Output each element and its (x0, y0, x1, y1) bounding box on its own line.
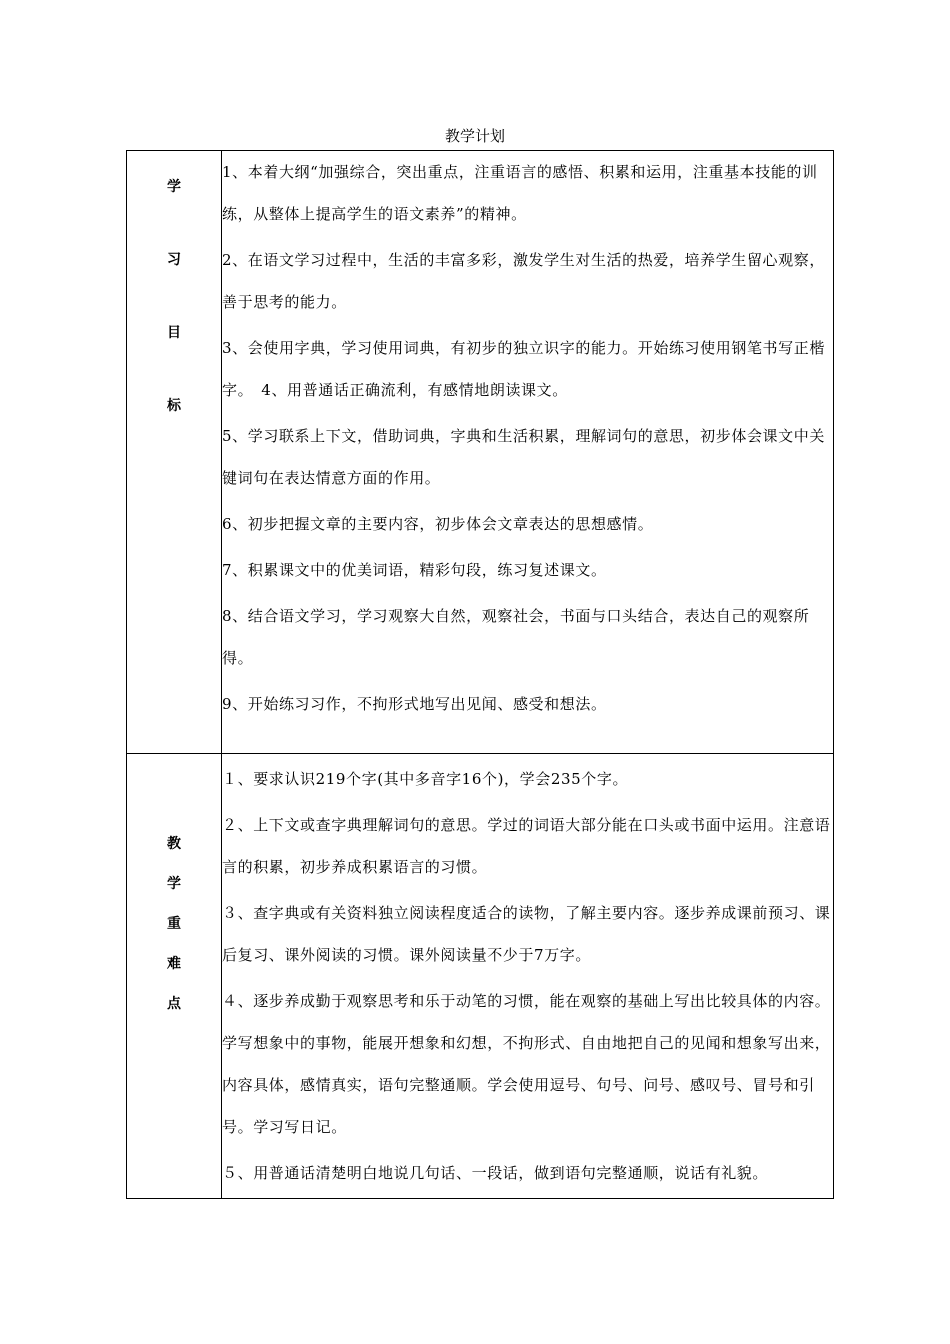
goal-item: 8、结合语文学习，学习观察大自然，观察社会，书面与口头结合，表达自己的观察所得。 (222, 607, 810, 667)
label-char: 学 (167, 876, 181, 892)
label-char: 难 (167, 956, 181, 972)
key-difficulties-label-cell (127, 754, 222, 1199)
learning-goals-content (222, 151, 834, 754)
goal-item: 6、初步把握文章的主要内容，初步体会文章表达的思想感情。 (222, 515, 654, 533)
difficulty-item: １、要求认识219个字(其中多音字16个)，学会235个字。 (222, 770, 629, 788)
difficulty-item: ３、查字典或有关资料独立阅读程度适合的读物，了解主要内容。逐步养成课前预习、课后复习、课外阅读的习惯。课外阅读量不少于7万字。 (222, 904, 831, 964)
goal-item: 5、学习联系上下文，借助词典，字典和生活积累，理解词句的意思，初步体会课文中关键词句在表达情意方面的作用。 (222, 427, 825, 487)
goal-item: 9、开始练习习作，不拘形式地写出见闻、感受和想法。 (222, 695, 607, 713)
difficulty-item: ４、逐步养成勤于观察思考和乐于动笔的习惯，能在观察的基础上写出比较具体的内容。学写想象中的事物，能展开想象和幻想，不拘形式、自由地把自己的见闻和想象写出来，内容具体，感情真实，语句完整通顺。学会使用逗号、句号、问号、感叹号、冒号和引号。学习写日记。 (222, 992, 831, 1136)
difficulty-item: ５、用普通话清楚明白地说几句话、一段话，做到语句完整通顺，说话有礼貌。 (222, 1164, 769, 1182)
label-char: 重 (167, 916, 181, 932)
goal-item: 1、本着大纲“加强综合，突出重点，注重语言的感悟、积累和运用，注重基本技能的训练，从整体上提高学生的语文素养”的精神。 (222, 163, 818, 223)
label-char: 习 (167, 252, 181, 268)
goal-item: 3、会使用字典，学习使用词典，有初步的独立识字的能力。开始练习使用钢笔书写正楷字。 4、用普通话正确流利，有感情地朗读课文。 (222, 339, 825, 399)
plan-table (126, 150, 834, 1199)
label-char: 标 (167, 398, 181, 414)
learning-goals-label-cell (127, 151, 222, 754)
goal-item: 2、在语文学习过程中，生活的丰富多彩，激发学生对生活的热爱，培养学生留心观察，善于思考的能力。 (222, 251, 825, 311)
key-difficulties-label (127, 754, 221, 1034)
key-difficulties-row (127, 754, 834, 1199)
difficulty-item: ２、上下文或查字典理解词句的意思。学过的词语大部分能在口头或书面中运用。注意语言的积累，初步养成积累语言的习惯。 (222, 816, 831, 876)
document-title: 教学计划 (444, 127, 505, 145)
label-char: 点 (167, 996, 181, 1012)
label-char: 教 (167, 836, 181, 852)
key-difficulties-content (222, 754, 834, 1199)
label-char: 目 (167, 325, 181, 341)
goal-item: 7、积累课文中的优美词语，精彩句段，练习复述课文。 (222, 561, 607, 579)
learning-goals-row (127, 151, 834, 754)
learning-goals-label (127, 151, 221, 469)
label-char: 学 (167, 179, 181, 195)
